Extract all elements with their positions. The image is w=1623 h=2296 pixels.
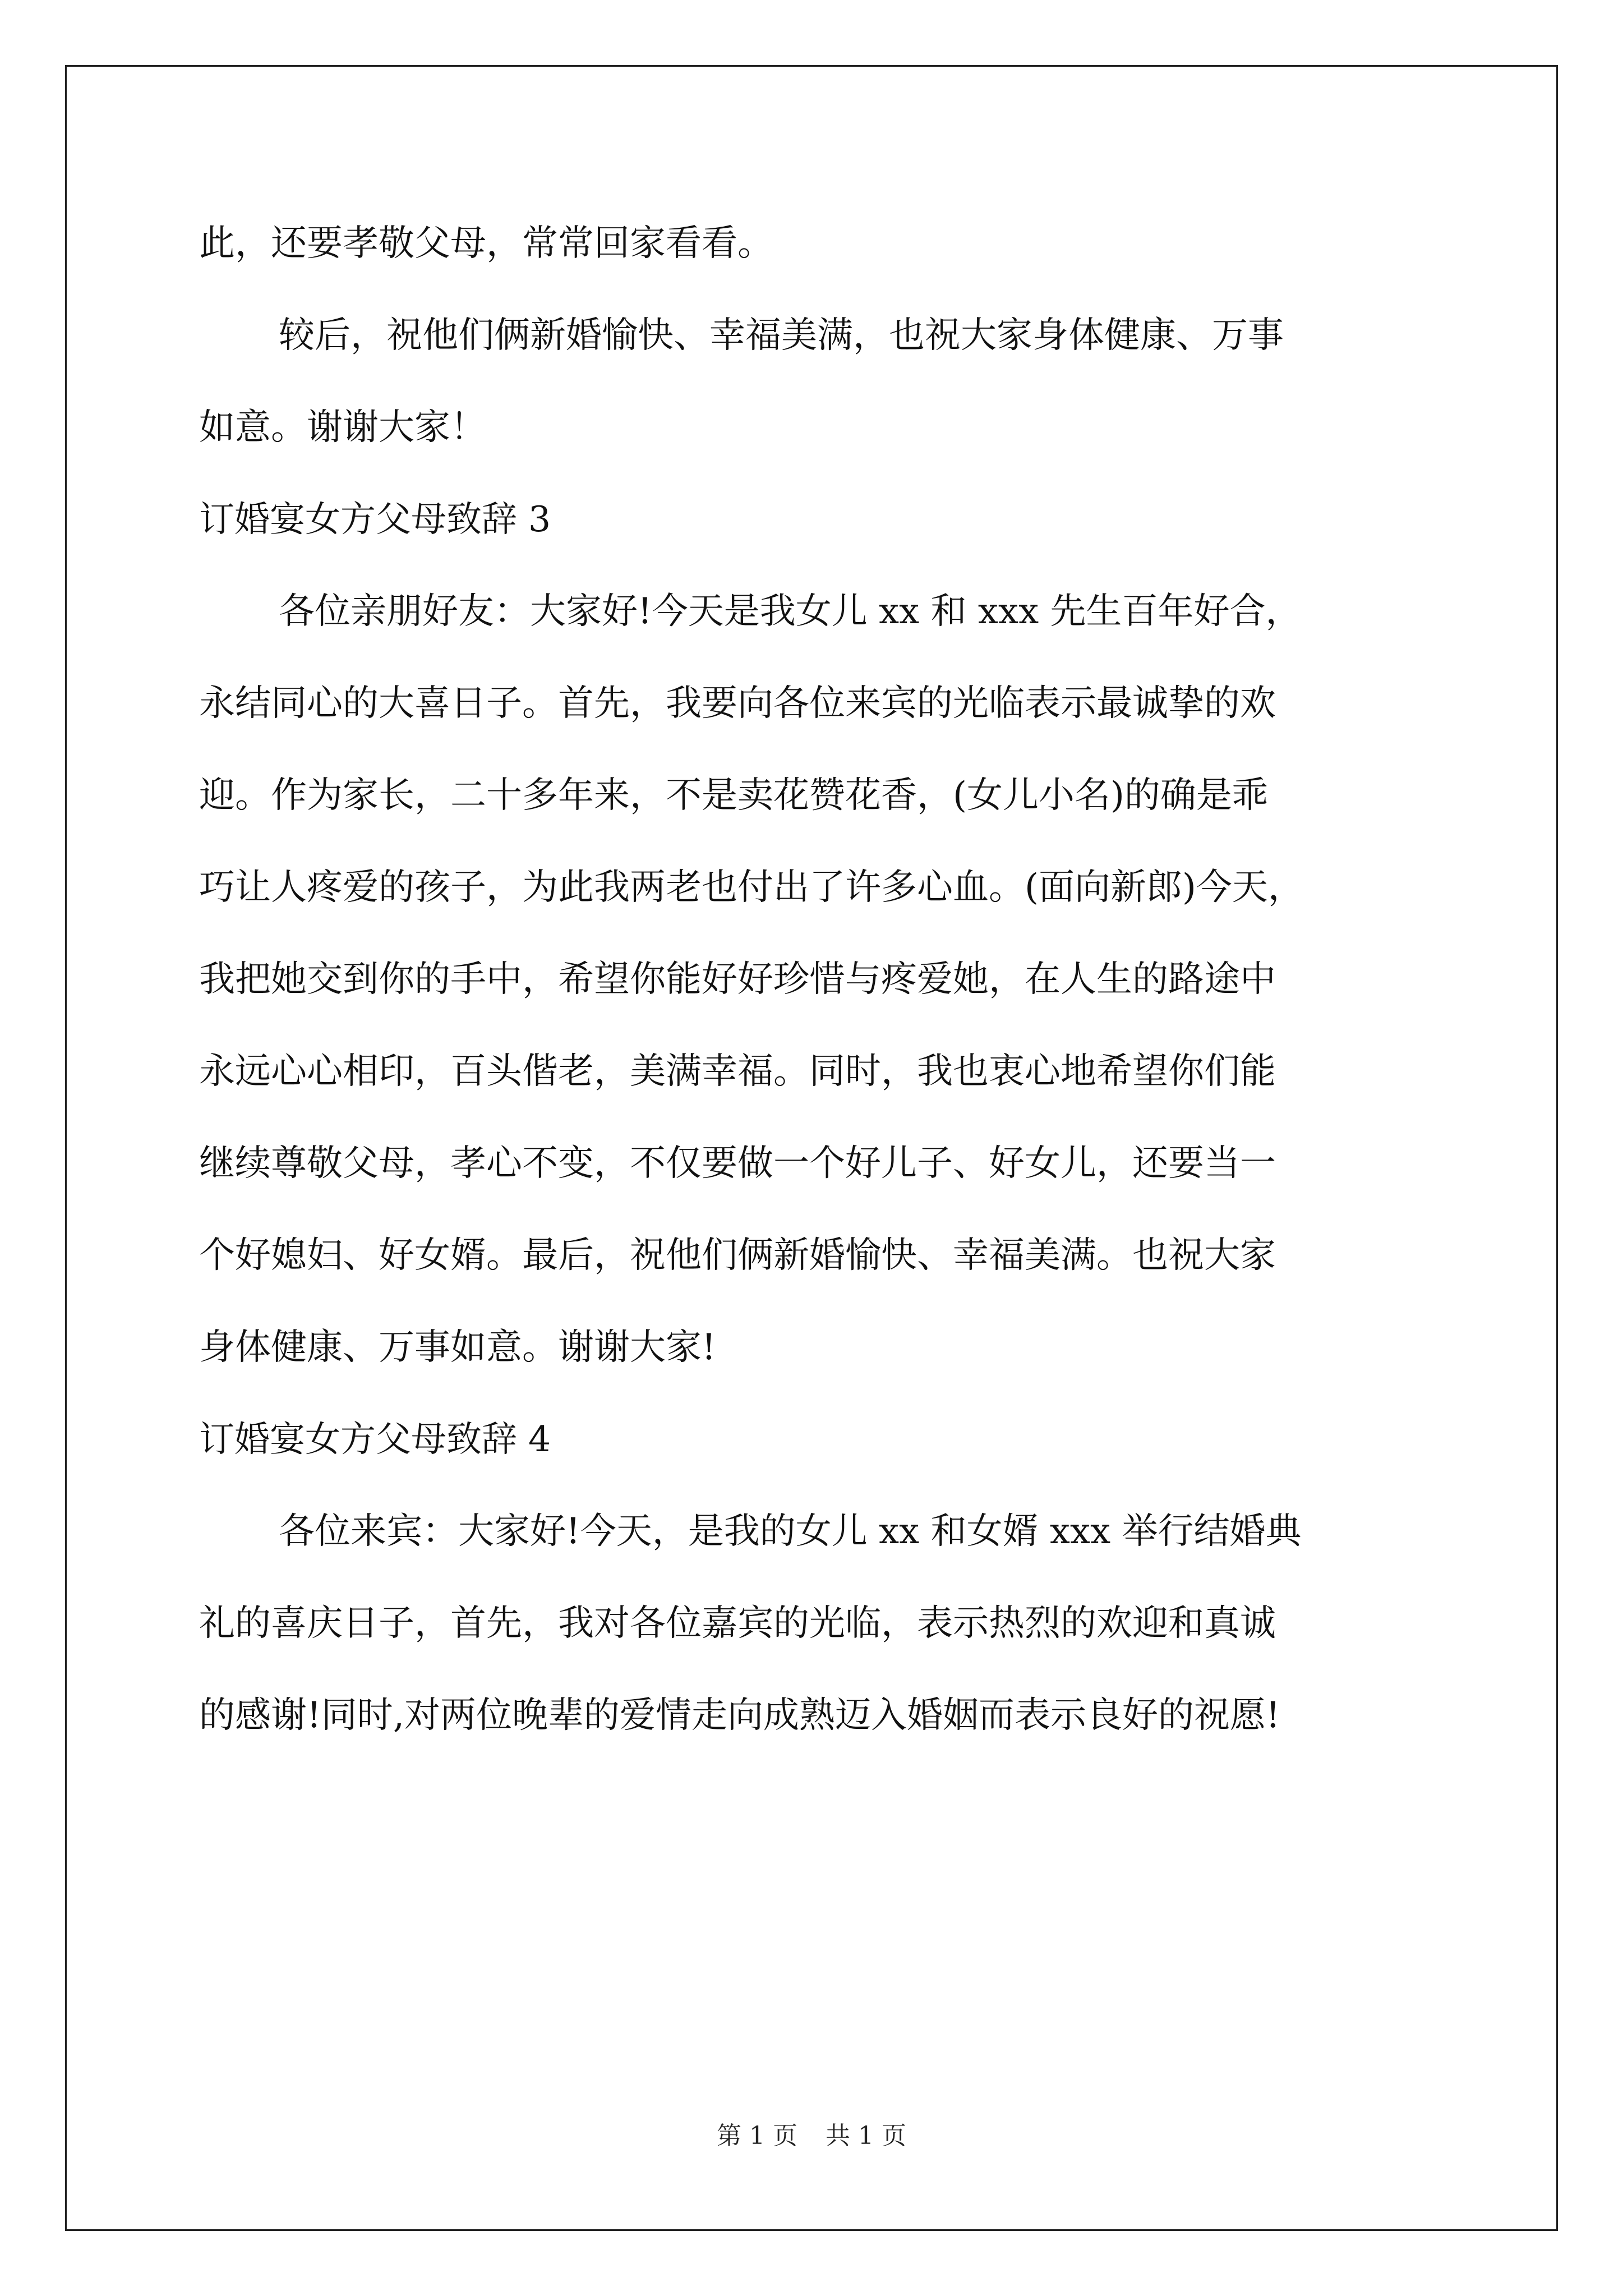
paragraph-line: 继续尊敬父母，孝心不变，不仅要做一个好儿子、好女儿，还要当一 bbox=[199, 1143, 1276, 1184]
paragraph-line: 的感谢!同时,对两位晚辈的爱情走向成熟迈入婚姻而表示良好的祝愿! bbox=[199, 1695, 1280, 1736]
paragraph-line: 个好媳妇、好女婿。最后，祝他们俩新婚愉快、幸福美满。也祝大家 bbox=[199, 1235, 1276, 1276]
paragraph-line: 巧让人疼爱的孩子，为此我两老也付出了许多心血。(面向新郎)今天， bbox=[199, 867, 1304, 908]
paragraph-line: 此，还要孝敬父母，常常回家看看。 bbox=[199, 223, 773, 264]
paragraph-line: 较后，祝他们俩新婚愉快、幸福美满，也祝大家身体健康、万事 bbox=[279, 315, 1284, 356]
page-footer bbox=[0, 2119, 1623, 2153]
paragraph-line: 身体健康、万事如意。谢谢大家! bbox=[199, 1327, 716, 1368]
paragraph-line: 迎。作为家长，二十多年来，不是卖花赞花香，(女儿小名)的确是乖 bbox=[199, 775, 1268, 816]
section-heading: 订婚宴女方父母致辞 3 bbox=[199, 499, 551, 540]
paragraph-line: 永远心心相印，百头偕老，美满幸福。同时，我也衷心地希望你们能 bbox=[199, 1051, 1276, 1092]
section-heading: 订婚宴女方父母致辞 4 bbox=[199, 1419, 551, 1460]
page-number: 第 1 页 bbox=[717, 2122, 797, 2150]
page-total: 共 1 页 bbox=[826, 2122, 906, 2150]
document-body bbox=[199, 197, 1433, 1761]
paragraph-line: 我把她交到你的手中，希望你能好好珍惜与疼爱她，在人生的路途中 bbox=[199, 959, 1276, 1000]
paragraph-line: 如意。谢谢大家！ bbox=[199, 407, 486, 448]
paragraph-line: 各位亲朋好友：大家好!今天是我女儿 xx 和 xxx 先生百年好合， bbox=[279, 591, 1302, 632]
paragraph-line: 礼的喜庆日子，首先，我对各位嘉宾的光临，表示热烈的欢迎和真诚 bbox=[199, 1603, 1276, 1644]
paragraph-line: 各位来宾：大家好!今天，是我的女儿 xx 和女婿 xxx 举行结婚典 bbox=[279, 1511, 1302, 1552]
paragraph-line: 永结同心的大喜日子。首先，我要向各位来宾的光临表示最诚挚的欢 bbox=[199, 683, 1276, 724]
